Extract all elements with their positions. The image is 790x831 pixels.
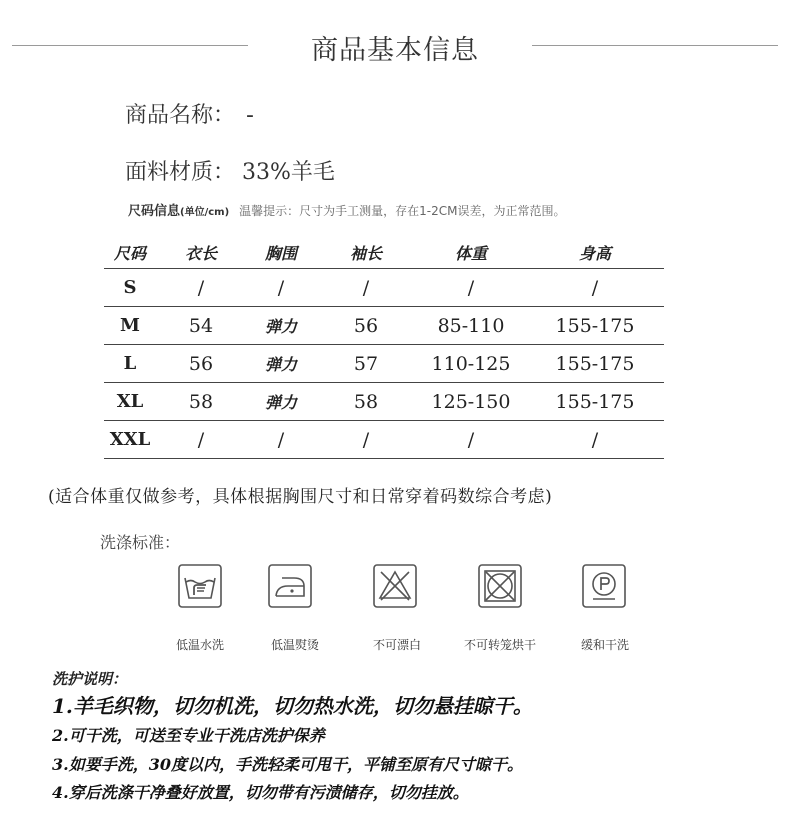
- wash-label: 低温水洗: [175, 638, 224, 652]
- wash-label: 不可转笼烘干: [463, 638, 536, 652]
- table-cell: 56: [156, 345, 246, 383]
- no-tumble-dry-icon: [478, 564, 522, 608]
- size-info-unit: (单位/cm): [180, 207, 230, 218]
- table-cell: 85-110: [416, 307, 526, 345]
- size-table-header: 尺码: [104, 236, 156, 269]
- title-divider-right: [532, 45, 778, 46]
- low-temp-iron-icon: [268, 564, 312, 608]
- fabric-value: 33%羊毛: [242, 160, 335, 185]
- care-line: 1.羊毛织物，切勿机洗，切勿热水洗，切勿悬挂晾干。: [52, 694, 533, 718]
- table-cell: /: [156, 269, 246, 307]
- size-info-header: [128, 200, 566, 219]
- size-table-header: 衣长: [156, 236, 246, 269]
- table-cell: 155-175: [526, 307, 664, 345]
- table-row: [104, 307, 664, 345]
- table-cell: /: [316, 421, 416, 459]
- weight-note: (适合体重仅做参考，具体根据胸围尺寸和日常穿着码数综合考虑): [48, 487, 553, 507]
- fabric-label: 面料材质：: [125, 160, 236, 185]
- table-cell: S: [104, 269, 156, 307]
- table-cell: /: [526, 421, 664, 459]
- care-line: 2.可干洗，可送至专业干洗店洗护保养: [52, 726, 325, 745]
- table-cell: /: [526, 269, 664, 307]
- table-cell: 58: [156, 383, 246, 421]
- table-cell: 弹力: [246, 307, 316, 345]
- table-cell: 56: [316, 307, 416, 345]
- care-line: 3.如要手洗，30度以内，手洗轻柔可甩干，平铺至原有尺寸晾干。: [52, 755, 523, 774]
- table-cell: 57: [316, 345, 416, 383]
- size-table-header: 身高: [526, 236, 664, 269]
- care-title: 洗护说明：: [52, 670, 128, 688]
- product-name: [125, 98, 254, 129]
- section-title: 商品基本信息: [311, 35, 479, 66]
- table-cell: 弹力: [246, 345, 316, 383]
- table-cell: 54: [156, 307, 246, 345]
- table-row: [104, 345, 664, 383]
- gentle-dry-clean-icon: [582, 564, 626, 608]
- table-cell: 110-125: [416, 345, 526, 383]
- table-cell: /: [156, 421, 246, 459]
- table-cell: /: [416, 269, 526, 307]
- table-cell: 155-175: [526, 383, 664, 421]
- table-cell: 弹力: [246, 383, 316, 421]
- wash-label: 缓和干洗: [580, 638, 629, 652]
- table-cell: M: [104, 307, 156, 345]
- table-cell: 125-150: [416, 383, 526, 421]
- table-cell: /: [316, 269, 416, 307]
- product-name-value: -: [246, 103, 254, 128]
- table-cell: /: [246, 269, 316, 307]
- size-table-header: 体重: [416, 236, 526, 269]
- table-cell: /: [246, 421, 316, 459]
- size-table-header: 胸围: [246, 236, 316, 269]
- size-info-title: 尺码信息: [128, 204, 181, 219]
- wash-label: 不可漂白: [372, 638, 421, 652]
- fabric-material: [125, 155, 335, 186]
- table-row: [104, 421, 664, 459]
- washing-title: 洗涤标准：: [100, 533, 181, 552]
- table-cell: 58: [316, 383, 416, 421]
- wash-label: 低温熨烫: [270, 638, 319, 652]
- table-row: [104, 269, 664, 307]
- table-cell: XXL: [104, 421, 156, 459]
- care-line: 4.穿后洗涤干净叠好放置，切勿带有污渍储存，切勿挂放。: [52, 783, 469, 802]
- table-cell: /: [416, 421, 526, 459]
- size-info-tip: 温馨提示：尺寸为手工测量，存在1-2CM误差，为正常范围。: [239, 204, 566, 218]
- table-cell: 155-175: [526, 345, 664, 383]
- product-name-label: 商品名称：: [125, 103, 236, 128]
- size-table-header-row: [104, 236, 664, 269]
- table-cell: XL: [104, 383, 156, 421]
- size-table: [104, 236, 664, 459]
- table-cell: L: [104, 345, 156, 383]
- no-bleach-icon: [373, 564, 417, 608]
- size-table-header: 袖长: [316, 236, 416, 269]
- low-temp-hand-wash-icon: [178, 564, 222, 608]
- table-row: [104, 383, 664, 421]
